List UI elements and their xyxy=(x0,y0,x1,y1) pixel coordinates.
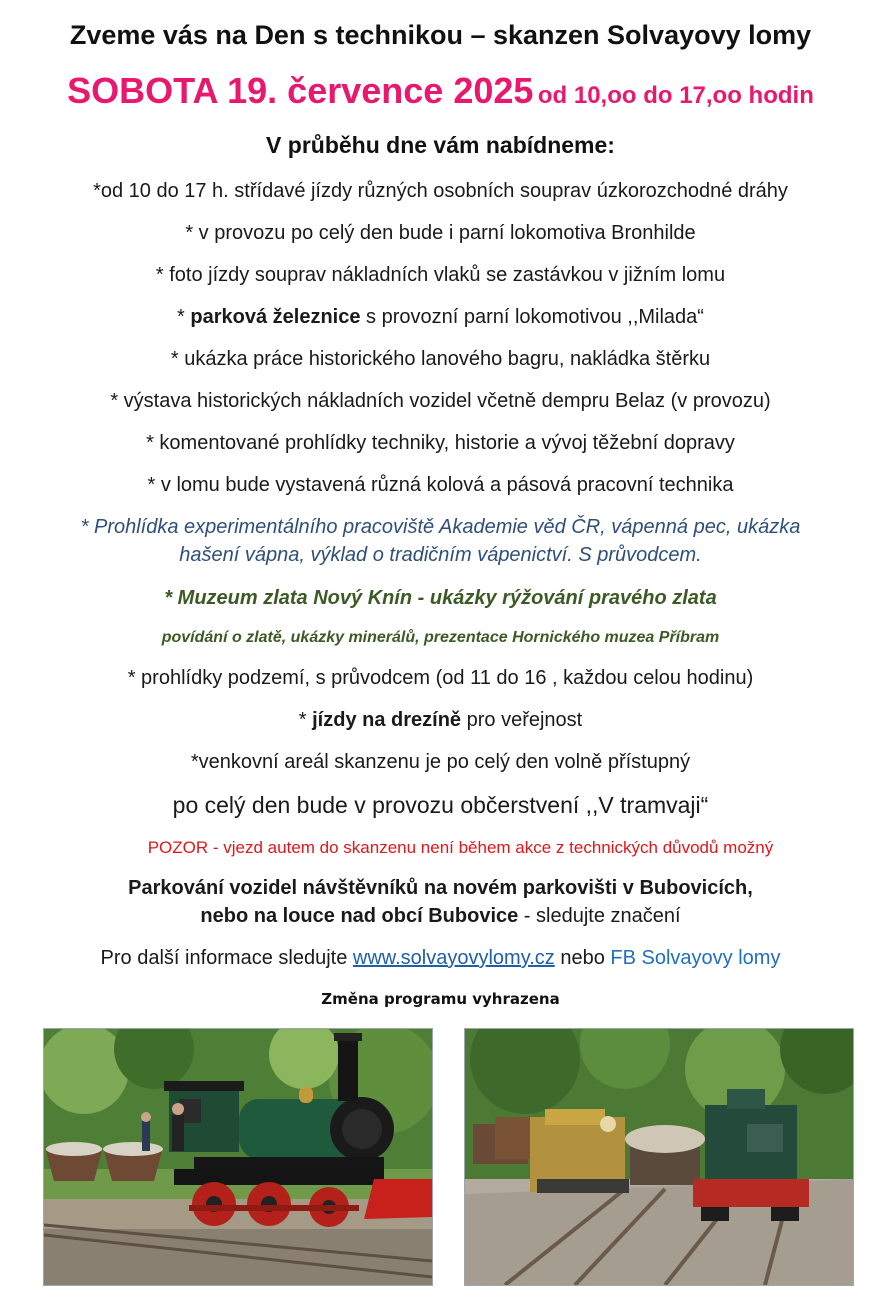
park-railway-desc: s provozní parní lokomotivou ,,Milada“ xyxy=(360,306,704,328)
parking-info-line1: Parkování vozidel návštěvníků na novém parkovišti v Bubovicích, xyxy=(128,877,753,899)
parking-meadow: nebo na louce nad obcí Bubovice xyxy=(200,905,519,927)
draisine-desc: pro veřejnost xyxy=(461,709,583,731)
program-item-refreshments: po celý den bude v provozu občerstvení ,,V tramvaji“ xyxy=(172,792,709,818)
program-item-academy-line2: hašení vápna, výklad o tradičním vápenictví. S průvodcem. xyxy=(179,544,702,566)
facebook-link[interactable]: FB Solvayovy lomy xyxy=(610,947,781,969)
more-info xyxy=(0,947,881,970)
more-info-prefix: Pro další informace sledujte xyxy=(100,947,353,969)
park-railway-label: parková železnice xyxy=(190,306,361,328)
program-item-park-railway xyxy=(0,306,881,329)
program-item-bronhilde: * v provozu po celý den bude i parní lokomotiva Bronhilde xyxy=(185,222,696,244)
program-item-underground: * prohlídky podzemí, s průvodcem (od 11 do 16 , každou celou hodinu) xyxy=(127,667,754,689)
parking-signage: - sledujte značení xyxy=(518,905,681,927)
more-info-middle: nebo xyxy=(554,947,611,969)
program-item-draisine xyxy=(0,709,881,732)
program-item-gold-talk: povídání o zlatě, ukázky minerálů, prezentace Hornického muzea Příbram xyxy=(161,629,720,646)
program-heading: V průběhu dne vám nabídneme: xyxy=(266,132,615,158)
program-change-note: Změna programu vyhrazena xyxy=(321,990,560,1008)
photo-mining-locomotives xyxy=(464,1028,854,1286)
photo-steam-locomotive xyxy=(43,1028,433,1286)
poster-title: Zveme vás na Den s technikou – skanzen Solvayovy lomy xyxy=(69,20,812,50)
draisine-label: jízdy na drezíně xyxy=(312,709,462,731)
website-link[interactable]: www.solvayovylomy.cz xyxy=(352,947,555,969)
program-item-gold-museum: * Muzeum zlata Nový Knín - ukázky rýžování pravého zlata xyxy=(164,587,717,609)
program-item-academy-line1: * Prohlídka experimentálního pracoviště Akademie věd ČR, vápenná pec, ukázka xyxy=(80,516,801,538)
program-item-photo-rides: * foto jízdy souprav nákladních vlaků se zastávkou v jižním lomu xyxy=(155,264,726,286)
program-item-open-area: *venkovní areál skanzenu je po celý den volně přístupný xyxy=(190,751,691,773)
event-date-main: SOBOTA 19. července 2025 xyxy=(67,70,534,111)
parking-info-line2 xyxy=(0,905,881,928)
program-item-guided-tours: * komentované prohlídky techniky, historie a vývoj těžební dopravy xyxy=(146,432,735,454)
program-item-prefix: * xyxy=(177,306,191,328)
program-item-excavator: * ukázka práce historického lanového bagru, nakládka štěrku xyxy=(170,348,711,370)
program-item-prefix: * xyxy=(298,709,313,731)
program-item-rides: *od 10 do 17 h. střídavé jízdy různých osobních souprav úzkorozchodné dráhy xyxy=(93,180,788,202)
event-hours: od 10,oo do 17,oo hodin xyxy=(537,82,814,109)
program-item-trucks: * výstava historických nákladních vozidel včetně dempru Belaz (v provozu) xyxy=(110,390,771,412)
parking-warning: POZOR - vjezd autem do skanzenu není během akce z technických důvodů možný xyxy=(147,838,774,857)
event-date xyxy=(0,70,881,112)
program-item-machinery: * v lomu bude vystavená různá kolová a pásová pracovní technika xyxy=(147,474,734,496)
